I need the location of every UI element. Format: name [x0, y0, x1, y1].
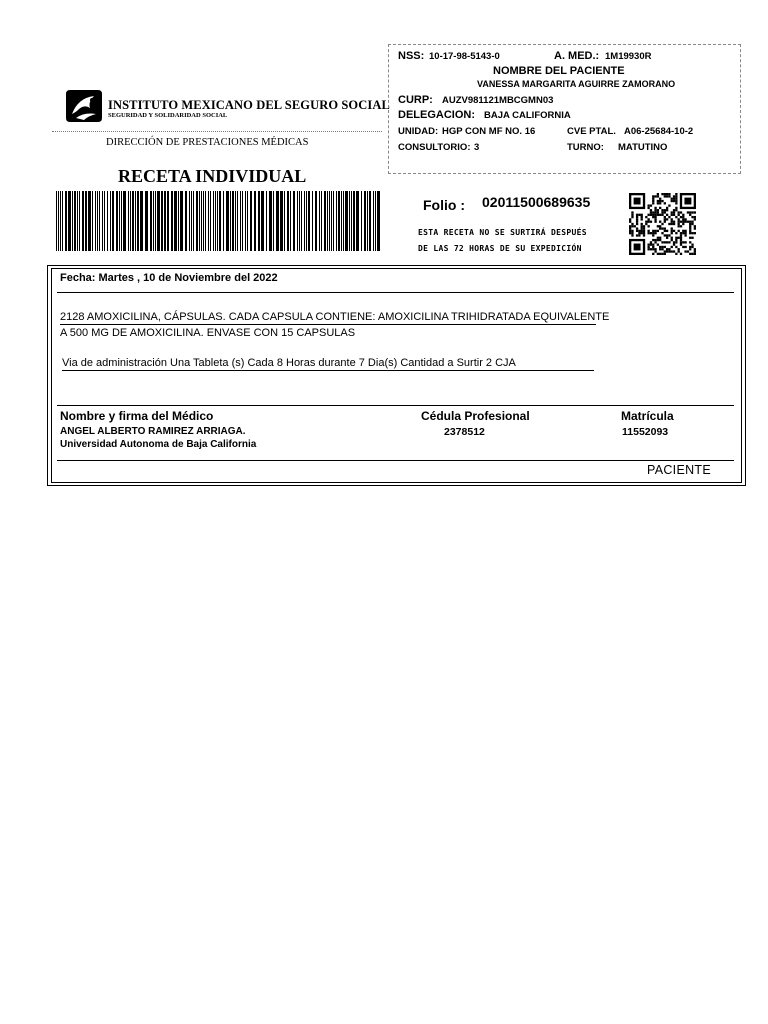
- doctor-name: ANGEL ALBERTO RAMIREZ ARRIAGA.: [60, 426, 246, 437]
- delegacion-label: DELEGACION:: [398, 109, 475, 121]
- matricula-value: 11552093: [622, 426, 669, 438]
- curp-label: CURP:: [398, 94, 433, 106]
- qr-code-icon: [629, 193, 696, 255]
- institution-subtitle: SEGURIDAD Y SOLIDARIDAD SOCIAL: [108, 112, 228, 119]
- medication-line-1: 2128 AMOXICILINA, CÁPSULAS. CADA CAPSULA CONTIENE: AMOXICILINA TRIHIDRATADA EQUIVALENTE: [60, 311, 610, 323]
- consultorio-label: CONSULTORIO:: [398, 142, 471, 153]
- cve-value: A06-25684-10-2: [624, 126, 694, 137]
- medication-line-2: A 500 MG DE AMOXICILINA. ENVASE CON 15 CAPSULAS: [60, 327, 356, 339]
- turno-label: TURNO:: [567, 142, 604, 153]
- copy-label: PACIENTE: [647, 463, 711, 477]
- imss-eagle-logo-icon: [64, 88, 104, 124]
- patient-name-label: NOMBRE DEL PACIENTE: [493, 65, 625, 77]
- unidad-label: UNIDAD:: [398, 126, 439, 137]
- date-divider: [57, 292, 734, 293]
- administration-underline: [62, 370, 594, 371]
- matricula-label: Matrícula: [621, 409, 674, 423]
- doctor-university: Universidad Autonoma de Baja California: [60, 439, 257, 450]
- prescription-inner-frame: [51, 268, 742, 483]
- cedula-value: 2378512: [444, 426, 485, 438]
- signature-divider: [57, 405, 734, 406]
- nss-label: NSS:: [398, 50, 425, 62]
- amed-label: A. MED.:: [554, 50, 600, 62]
- patient-name-value: VANESSA MARGARITA AGUIRRE ZAMORANO: [477, 79, 676, 89]
- bottom-divider: [57, 460, 734, 461]
- cedula-label: Cédula Profesional: [421, 409, 530, 423]
- doctor-name-label: Nombre y firma del Médico: [60, 409, 214, 423]
- document-title: RECETA INDIVIDUAL: [118, 166, 307, 186]
- barcode-icon: [56, 191, 382, 251]
- expiry-notice-line-2: DE LAS 72 HORAS DE SU EXPEDICIÓN: [418, 244, 582, 253]
- turno-value: MATUTINO: [618, 142, 668, 153]
- administration-instructions: Via de administración Una Tableta (s) Cada 8 Horas durante 7 Dia(s) Cantidad a Surtir 2 CJA: [62, 357, 516, 369]
- folio-label: Folio :: [423, 197, 465, 213]
- cve-label: CVE PTAL.: [567, 126, 616, 137]
- consultorio-value: 3: [474, 142, 480, 153]
- direccion-label: DIRECCIÓN DE PRESTACIONES MÉDICAS: [106, 137, 309, 148]
- patient-info-box: [388, 44, 741, 174]
- header-divider: [52, 131, 382, 132]
- delegacion-value: BAJA CALIFORNIA: [484, 110, 571, 121]
- prescription-date: Fecha: Martes , 10 de Noviembre del 2022: [60, 272, 278, 284]
- institution-name: INSTITUTO MEXICANO DEL SEGURO SOCIAL: [108, 98, 390, 112]
- amed-value: 1M19930R: [605, 51, 652, 62]
- curp-value: AUZV981121MBCGMN03: [442, 95, 554, 106]
- unidad-value: HGP CON MF NO. 16: [442, 126, 536, 137]
- imss-header: [64, 86, 390, 130]
- nss-value: 10-17-98-5143-0: [429, 51, 500, 62]
- folio-value: 02011500689635: [482, 194, 591, 210]
- medication-underline: [60, 324, 596, 325]
- expiry-notice-line-1: ESTA RECETA NO SE SURTIRÁ DESPUÉS: [418, 228, 587, 237]
